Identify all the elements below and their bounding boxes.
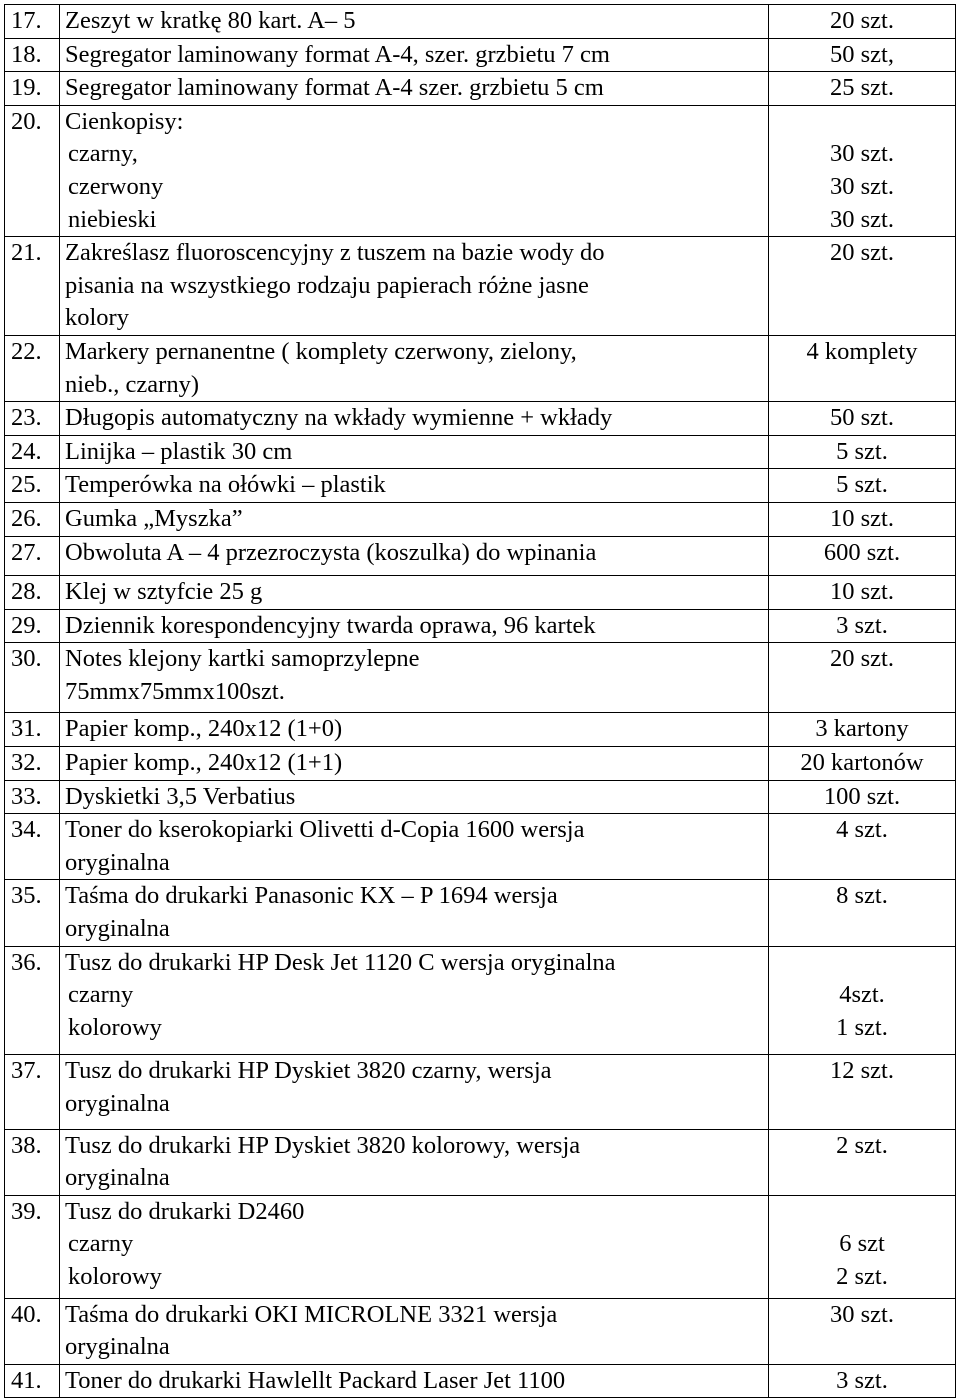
- item-number: 31.: [5, 713, 60, 747]
- table-row: [5, 38, 956, 72]
- description-line: czarny: [68, 981, 134, 1009]
- table-row: [5, 435, 956, 469]
- item-description: [60, 713, 769, 747]
- description-line: czerwony: [68, 172, 164, 200]
- description-line: Zakreślasz fluoroscencyjny z tuszem na bazie wody do: [65, 239, 605, 267]
- table-row: [5, 1298, 956, 1364]
- quantity-line: 20 szt.: [830, 645, 894, 673]
- quantity-line: 20 szt.: [830, 239, 894, 267]
- item-number: 39.: [5, 1195, 60, 1298]
- item-number: 22.: [5, 335, 60, 401]
- table-row: [5, 402, 956, 436]
- description-line: oryginalna: [65, 1333, 170, 1361]
- item-description: [60, 469, 769, 503]
- quantity-line: 30 szt.: [830, 1300, 894, 1328]
- table-row: [5, 609, 956, 643]
- item-quantity: [769, 469, 956, 503]
- item-description: [60, 1129, 769, 1195]
- description-line: nieb., czarny): [65, 370, 199, 398]
- item-description: [60, 880, 769, 946]
- description-line: oryginalna: [65, 1164, 170, 1192]
- item-description: [60, 1298, 769, 1364]
- table-row: [5, 946, 956, 1055]
- description-line: Dyskietki 3,5 Verbatius: [65, 782, 296, 810]
- item-number: 28.: [5, 576, 60, 610]
- quantity-line: [769, 106, 955, 139]
- description-line: Papier komp., 240x12 (1+1): [65, 749, 343, 777]
- table-row: [5, 502, 956, 536]
- item-number: 32.: [5, 747, 60, 781]
- quantity-line: 3 szt.: [836, 1366, 888, 1394]
- table-row: [5, 335, 956, 401]
- description-line: Tusz do drukarki HP Desk Jet 1120 C wersja oryginalna: [65, 948, 616, 976]
- description-line: kolory: [65, 304, 129, 332]
- quantity-line: 100 szt.: [823, 782, 901, 810]
- item-description: [60, 38, 769, 72]
- item-description: [60, 105, 769, 236]
- description-line: Tusz do drukarki D2460: [65, 1197, 305, 1225]
- quantity-line: 6 szt: [839, 1230, 885, 1258]
- description-line: oryginalna: [65, 1090, 170, 1117]
- item-number: 33.: [5, 780, 60, 814]
- quantity-line: 600 szt.: [823, 538, 901, 566]
- table-row: [5, 713, 956, 747]
- item-number: 19.: [5, 72, 60, 106]
- item-quantity: [769, 576, 956, 610]
- item-quantity: [769, 435, 956, 469]
- quantity-line: 10 szt.: [830, 504, 894, 532]
- item-description: [60, 1364, 769, 1398]
- item-description: [60, 72, 769, 106]
- description-line: oryginalna: [65, 848, 170, 876]
- item-quantity: [769, 747, 956, 781]
- item-quantity: [769, 105, 956, 236]
- item-description: [60, 1055, 769, 1129]
- description-line: Dziennik korespondencyjny twarda oprawa, 96 kartek: [65, 611, 596, 639]
- description-line: Taśma do drukarki OKI MICROLNE 3321 wersja: [65, 1300, 558, 1328]
- item-description: [60, 946, 769, 1055]
- item-quantity: [769, 237, 956, 336]
- item-quantity: [769, 1195, 956, 1298]
- quantity-line: 4 komplety: [806, 337, 918, 365]
- description-line: Toner do kserokopiarki Olivetti d-Copia 1600 wersja: [65, 816, 585, 844]
- item-description: [60, 435, 769, 469]
- item-number: 37.: [5, 1055, 60, 1129]
- item-quantity: [769, 72, 956, 106]
- quantity-line: 30 szt.: [830, 205, 894, 233]
- item-number: 29.: [5, 609, 60, 643]
- quantity-line: 25 szt.: [830, 74, 894, 102]
- description-line: Taśma do drukarki Panasonic KX – P 1694 wersja: [65, 882, 558, 910]
- item-description: [60, 536, 769, 576]
- item-description: [60, 402, 769, 436]
- quantity-line: 4 szt.: [836, 816, 888, 844]
- item-description: [60, 609, 769, 643]
- item-description: [60, 576, 769, 610]
- quantity-line: 5 szt.: [836, 471, 888, 499]
- description-line: Papier komp., 240x12 (1+0): [65, 715, 343, 743]
- item-quantity: [769, 880, 956, 946]
- quantity-line: 3 kartony: [815, 715, 909, 743]
- item-quantity: [769, 536, 956, 576]
- table-row: [5, 1195, 956, 1298]
- item-number: 17.: [5, 5, 60, 39]
- description-line: 75mmx75mmx100szt.: [65, 677, 285, 705]
- item-description: [60, 747, 769, 781]
- quantity-line: 20 kartonów: [800, 749, 924, 777]
- quantity-line: 20 szt.: [830, 7, 894, 34]
- item-number: 30.: [5, 643, 60, 713]
- table-row: [5, 536, 956, 576]
- description-line: Obwoluta A – 4 przezroczysta (koszulka) do wpinania: [65, 538, 597, 566]
- quantity-line: [769, 947, 955, 980]
- description-line: Temperówka na ołówki – plastik: [65, 471, 386, 499]
- item-description: [60, 814, 769, 880]
- description-line: czarny: [68, 1230, 134, 1258]
- quantity-line: 5 szt.: [836, 437, 888, 465]
- description-line: Zeszyt w kratkę 80 kart. A– 5: [65, 7, 356, 34]
- table-row: [5, 1364, 956, 1398]
- description-line: Cienkopisy:: [65, 107, 184, 135]
- item-quantity: [769, 1364, 956, 1398]
- description-line: Gumka „Myszka”: [65, 504, 243, 532]
- table-row: [5, 237, 956, 336]
- table-row: [5, 576, 956, 610]
- description-line: Notes klejony kartki samoprzylepne: [65, 645, 420, 673]
- description-line: czarny,: [68, 140, 138, 168]
- quantity-line: 1 szt.: [836, 1013, 888, 1041]
- description-line: Długopis automatyczny na wkłady wymienne + wkłady: [65, 404, 613, 432]
- description-line: Klej w sztyfcie 25 g: [65, 578, 263, 606]
- description-line: Linijka – plastik 30 cm: [65, 437, 293, 465]
- item-number: 36.: [5, 946, 60, 1055]
- quantity-line: 12 szt.: [830, 1057, 894, 1085]
- item-number: 34.: [5, 814, 60, 880]
- item-quantity: [769, 502, 956, 536]
- item-quantity: [769, 814, 956, 880]
- description-line: Segregator laminowany format A-4, szer. grzbietu 7 cm: [65, 40, 610, 68]
- item-number: 38.: [5, 1129, 60, 1195]
- quantity-line: [769, 1196, 955, 1229]
- description-line: Segregator laminowany format A-4 szer. grzbietu 5 cm: [65, 74, 604, 102]
- description-line: kolorowy: [68, 1262, 162, 1290]
- quantity-line: 4szt.: [839, 981, 885, 1009]
- items-table: [4, 4, 956, 1398]
- item-number: 27.: [5, 536, 60, 576]
- item-number: 40.: [5, 1298, 60, 1364]
- item-number: 20.: [5, 105, 60, 236]
- table-row: [5, 72, 956, 106]
- item-quantity: [769, 402, 956, 436]
- item-quantity: [769, 946, 956, 1055]
- quantity-line: 50 szt,: [830, 40, 894, 68]
- item-description: [60, 335, 769, 401]
- items-table-body: [5, 5, 956, 1398]
- table-row: [5, 1055, 956, 1129]
- description-line: Toner do drukarki Hawlellt Packard Laser Jet 1100: [65, 1366, 566, 1394]
- item-quantity: [769, 1055, 956, 1129]
- order-list-document: [4, 4, 955, 1398]
- item-description: [60, 5, 769, 39]
- quantity-line: 3 szt.: [836, 611, 888, 639]
- table-row: [5, 747, 956, 781]
- item-number: 41.: [5, 1364, 60, 1398]
- table-row: [5, 643, 956, 713]
- item-number: 25.: [5, 469, 60, 503]
- description-line: Tusz do drukarki HP Dyskiet 3820 czarny, wersja: [65, 1057, 552, 1085]
- table-row: [5, 780, 956, 814]
- item-description: [60, 1195, 769, 1298]
- quantity-line: 10 szt.: [830, 578, 894, 606]
- quantity-line: 30 szt.: [830, 172, 894, 200]
- description-line: Tusz do drukarki HP Dyskiet 3820 kolorowy, wersja: [65, 1131, 581, 1159]
- description-line: kolorowy: [68, 1013, 162, 1041]
- quantity-line: 2 szt.: [836, 1131, 888, 1159]
- item-quantity: [769, 5, 956, 39]
- item-description: [60, 502, 769, 536]
- item-number: 26.: [5, 502, 60, 536]
- table-row: [5, 469, 956, 503]
- quantity-line: 2 szt.: [836, 1262, 888, 1290]
- item-quantity: [769, 713, 956, 747]
- quantity-line: 30 szt.: [830, 140, 894, 168]
- description-line: Markery pernanentne ( komplety czerwony, zielony,: [65, 337, 577, 365]
- description-line: pisania na wszystkiego rodzaju papierach różne jasne: [65, 271, 589, 299]
- table-row: [5, 814, 956, 880]
- table-row: [5, 1129, 956, 1195]
- item-quantity: [769, 1129, 956, 1195]
- item-quantity: [769, 643, 956, 713]
- item-quantity: [769, 1298, 956, 1364]
- description-line: niebieski: [68, 205, 157, 233]
- item-description: [60, 237, 769, 336]
- item-description: [60, 780, 769, 814]
- item-number: 18.: [5, 38, 60, 72]
- description-line: oryginalna: [65, 915, 170, 943]
- item-quantity: [769, 609, 956, 643]
- item-number: 35.: [5, 880, 60, 946]
- quantity-line: 50 szt.: [830, 404, 894, 432]
- item-quantity: [769, 780, 956, 814]
- item-number: 24.: [5, 435, 60, 469]
- quantity-line: 8 szt.: [836, 882, 888, 910]
- table-row: [5, 105, 956, 236]
- item-quantity: [769, 335, 956, 401]
- table-row: [5, 5, 956, 39]
- item-quantity: [769, 38, 956, 72]
- item-description: [60, 643, 769, 713]
- item-number: 21.: [5, 237, 60, 336]
- item-number: 23.: [5, 402, 60, 436]
- table-row: [5, 880, 956, 946]
